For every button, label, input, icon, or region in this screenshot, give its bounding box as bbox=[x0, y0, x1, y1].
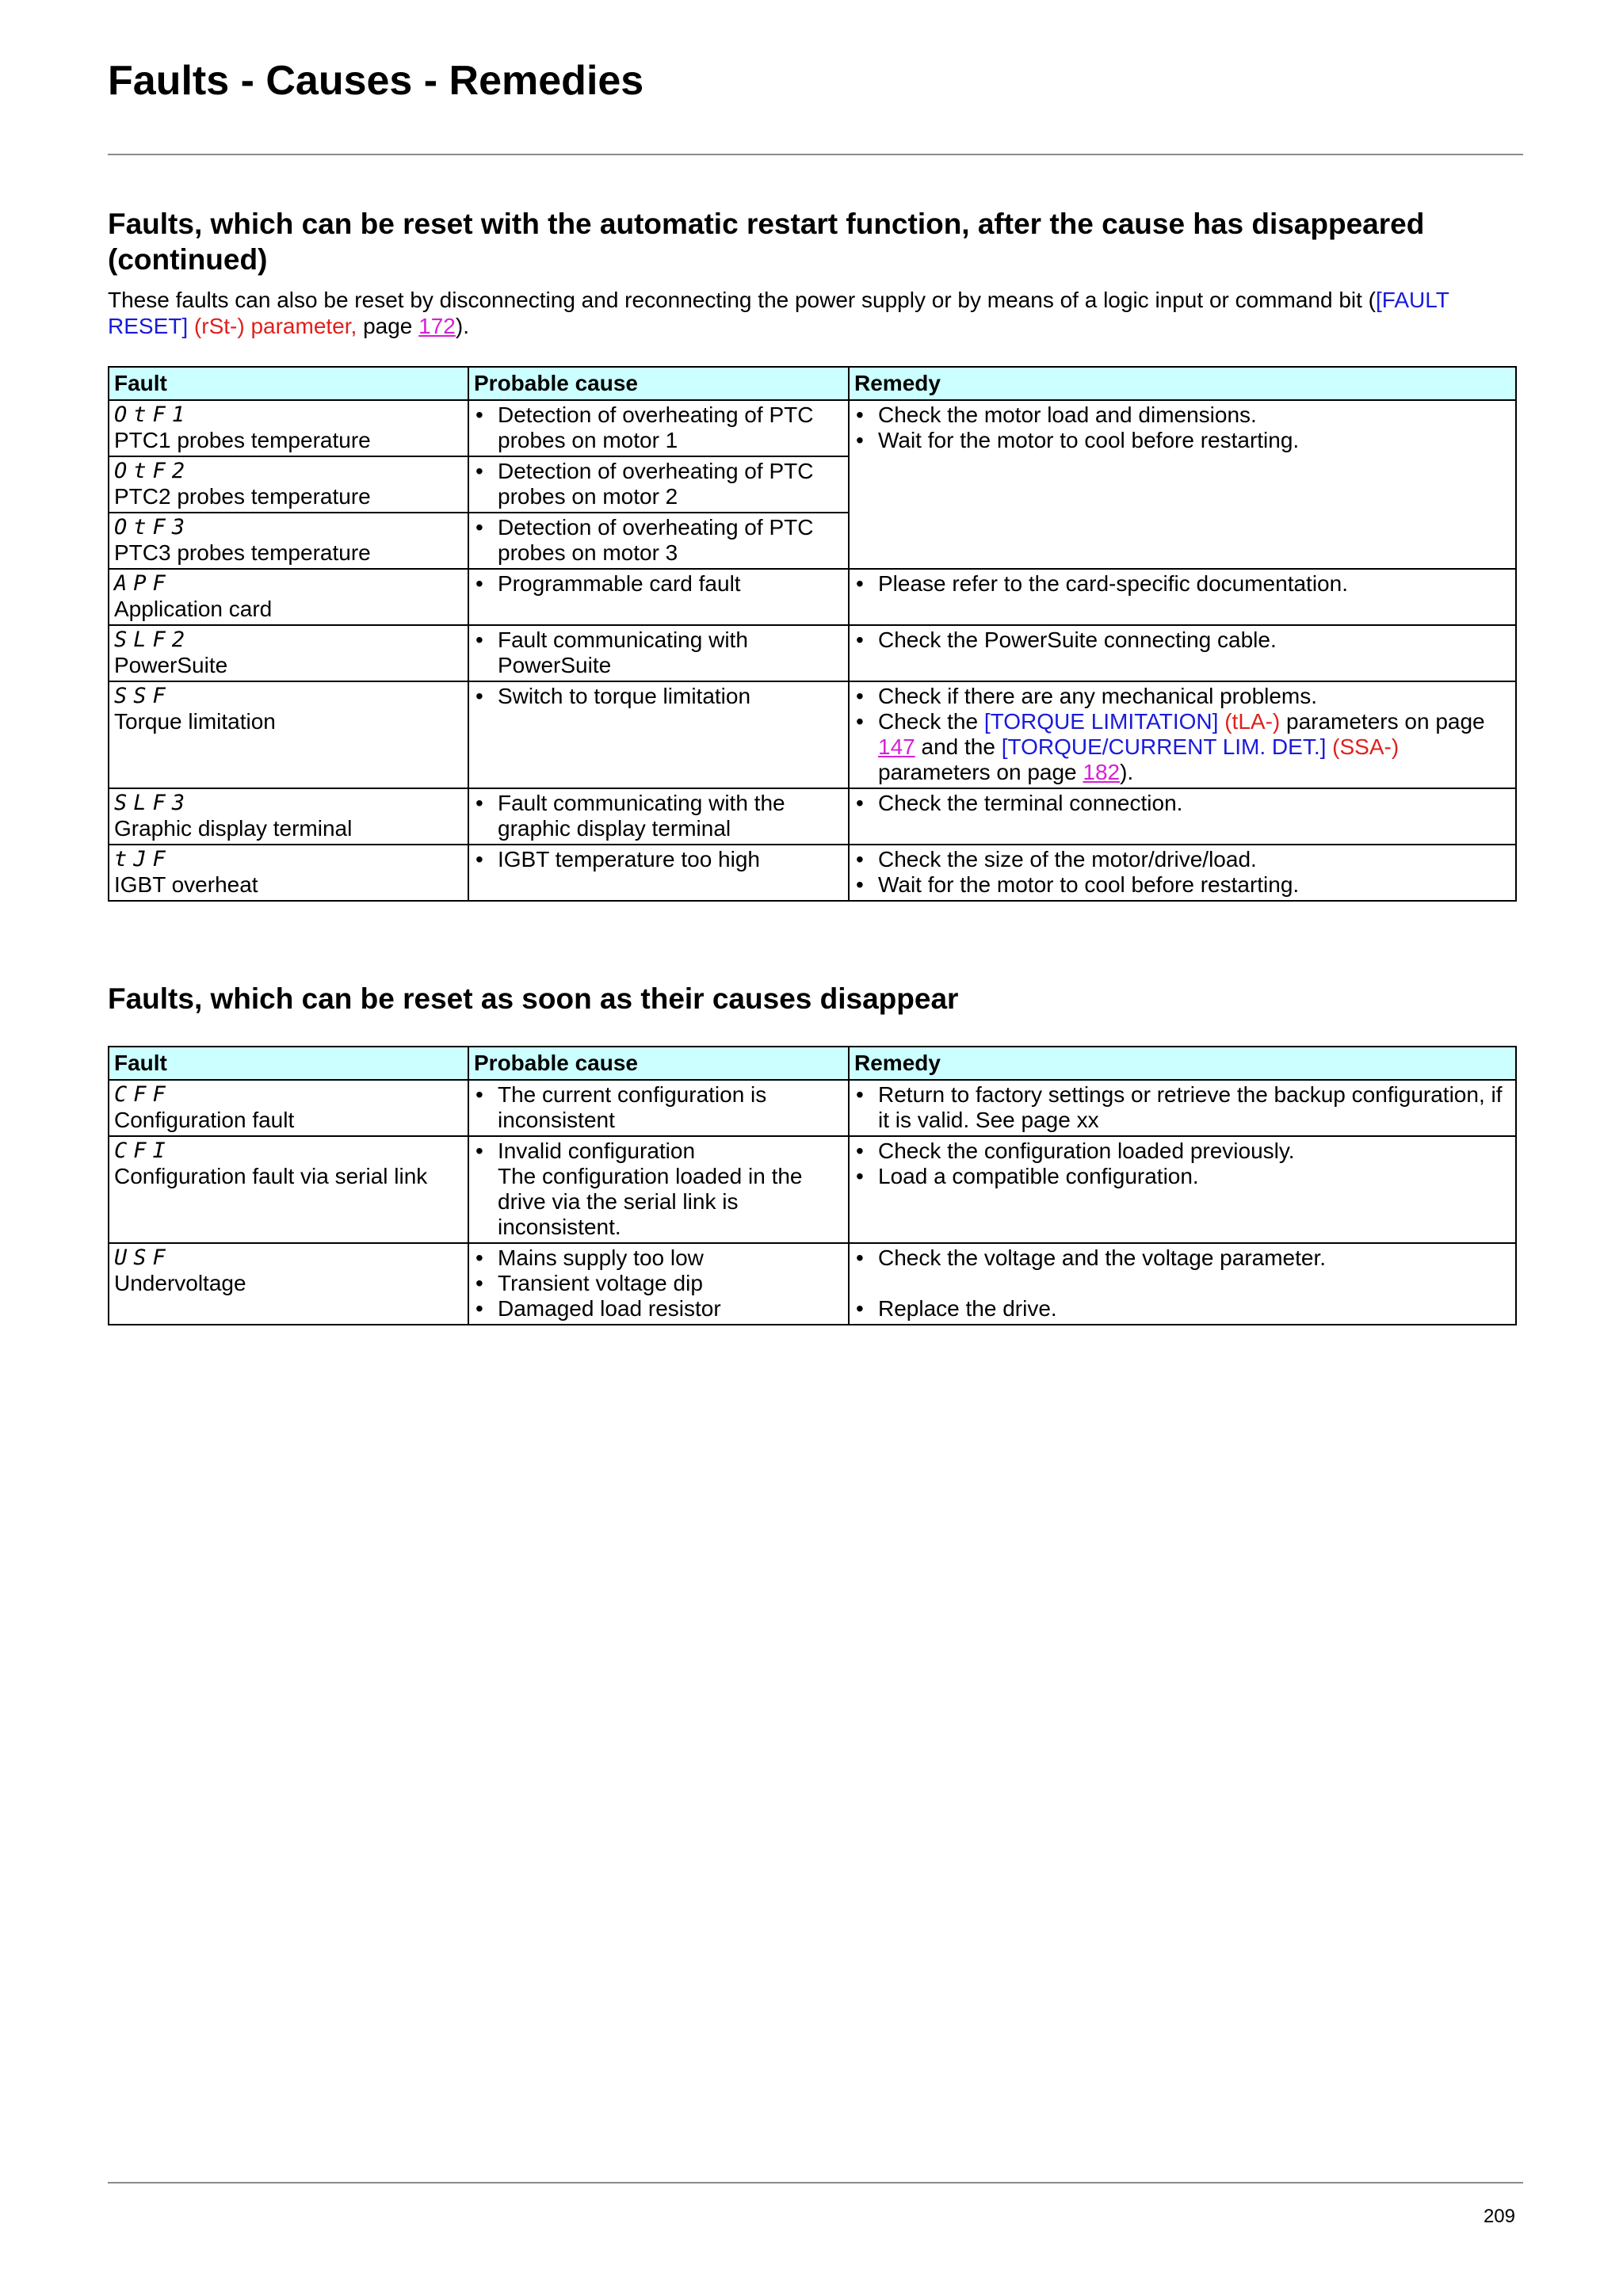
fault-code: SSF bbox=[114, 684, 172, 708]
fault-code: OtF2 bbox=[114, 459, 192, 483]
header-probable-cause: Probable cause bbox=[468, 1047, 849, 1080]
cause-item: • The current configuration is inconsistent bbox=[474, 1082, 843, 1133]
remedy-item: • Wait for the motor to cool before restarting. bbox=[854, 872, 1510, 898]
table-row bbox=[109, 1136, 1516, 1243]
fault-code: CFI bbox=[114, 1138, 172, 1163]
header-probable-cause: Probable cause bbox=[468, 367, 849, 400]
table-row bbox=[109, 845, 1516, 901]
fault-reset-menu-name: [FAULT RESET] bbox=[108, 288, 1449, 338]
cause-item: • Programmable card fault bbox=[474, 571, 843, 597]
cause-main: Invalid configuration bbox=[498, 1138, 696, 1163]
remedy-item: • Load a compatible configuration. bbox=[854, 1164, 1510, 1189]
fault-name: Application card bbox=[114, 597, 273, 621]
table-row bbox=[109, 569, 1516, 625]
fault-code: APF bbox=[114, 571, 172, 596]
page-link-147[interactable]: 147 bbox=[878, 734, 915, 759]
table-row bbox=[109, 625, 1516, 681]
ssa-param-code: (SSA-) bbox=[1326, 734, 1400, 759]
remedy-item: • Check the configuration loaded previously. bbox=[854, 1138, 1510, 1164]
fault-name: PowerSuite bbox=[114, 653, 228, 677]
fault-code: SLF2 bbox=[114, 627, 192, 652]
table-row bbox=[109, 1080, 1516, 1136]
table-row bbox=[109, 400, 1516, 456]
table-row bbox=[109, 1243, 1516, 1325]
cause-item: • Detection of overheating of PTC probes on motor 2 bbox=[474, 459, 843, 509]
fault-name: Configuration fault via serial link bbox=[114, 1164, 428, 1188]
fault-code: SLF3 bbox=[114, 791, 192, 815]
cause-item: • Mains supply too low bbox=[474, 1245, 843, 1271]
remedy-item: • Check the motor load and dimensions. bbox=[854, 402, 1510, 428]
cause-detail: The configuration loaded in the drive via the serial link is inconsistent. bbox=[498, 1164, 803, 1239]
remedy-text: Check the bbox=[878, 709, 984, 734]
torque-limitation-menu-name: [TORQUE LIMITATION] bbox=[983, 709, 1219, 734]
remedy-item: • Please refer to the card-specific documentation. bbox=[854, 571, 1510, 597]
remedy-item: • Check the size of the motor/drive/load. bbox=[854, 847, 1510, 872]
fault-name: PTC1 probes temperature bbox=[114, 428, 371, 452]
faults-table-reset-on-disappear bbox=[108, 1046, 1517, 1325]
remedy-text: parameters on page bbox=[1280, 709, 1485, 734]
top-divider bbox=[108, 154, 1523, 155]
remedy-text: and the bbox=[915, 734, 1002, 759]
fault-code: OtF1 bbox=[114, 402, 192, 427]
remedy-text: ). bbox=[1120, 760, 1134, 784]
header-fault: Fault bbox=[109, 1047, 468, 1080]
header-remedy: Remedy bbox=[849, 367, 1516, 400]
header-fault: Fault bbox=[109, 367, 468, 400]
fault-code: USF bbox=[114, 1245, 172, 1270]
remedy-item: • Check the terminal connection. bbox=[854, 791, 1510, 816]
cause-item: • Fault communicating with PowerSuite bbox=[474, 627, 843, 678]
section-heading-reset-on-disappear: Faults, which can be reset as soon as their causes disappear bbox=[108, 982, 959, 1015]
remedy-item: • Check the PowerSuite connecting cable. bbox=[854, 627, 1510, 653]
page-number: 209 bbox=[1483, 2206, 1515, 2227]
intro-paragraph bbox=[108, 287, 1523, 339]
bottom-divider bbox=[108, 2182, 1523, 2183]
remedy-item-torque-params bbox=[854, 709, 1510, 785]
header-remedy: Remedy bbox=[849, 1047, 1516, 1080]
cause-item bbox=[474, 1138, 843, 1240]
cause-item: • Damaged load resistor bbox=[474, 1296, 843, 1322]
table-header-row bbox=[109, 1047, 1516, 1080]
table-row bbox=[109, 681, 1516, 788]
remedy-item: • Check the voltage and the voltage parameter. bbox=[854, 1245, 1510, 1271]
cause-item: • Transient voltage dip bbox=[474, 1271, 843, 1296]
remedy-item: • Replace the drive. bbox=[854, 1296, 1510, 1322]
cause-item: • IGBT temperature too high bbox=[474, 847, 843, 872]
faults-table-auto-restart bbox=[108, 366, 1517, 902]
cause-item: • Fault communicating with the graphic display terminal bbox=[474, 791, 843, 841]
fault-reset-param-code: (rSt-) parameter, bbox=[188, 314, 364, 338]
fault-code: tJF bbox=[114, 847, 172, 871]
table-row bbox=[109, 788, 1516, 845]
cause-item: • Detection of overheating of PTC probes on motor 1 bbox=[474, 402, 843, 453]
tla-param-code: (tLA-) bbox=[1218, 709, 1281, 734]
intro-page-prefix: page bbox=[363, 314, 419, 338]
page-title: Faults - Causes - Remedies bbox=[108, 58, 644, 104]
intro-text: These faults can also be reset by disconnecting and reconnecting the power supply or by means of a logic input or command bit ( bbox=[108, 288, 1377, 312]
fault-code: OtF3 bbox=[114, 515, 192, 540]
remedy-item: • Check if there are any mechanical problems. bbox=[854, 684, 1510, 709]
remedy-item: • Wait for the motor to cool before restarting. bbox=[854, 428, 1510, 453]
page-link-172[interactable]: 172 bbox=[418, 314, 456, 338]
fault-name: PTC2 probes temperature bbox=[114, 484, 371, 509]
cause-item: • Detection of overheating of PTC probes on motor 3 bbox=[474, 515, 843, 566]
page-link-182[interactable]: 182 bbox=[1083, 760, 1121, 784]
fault-name: IGBT overheat bbox=[114, 872, 258, 897]
fault-name: Undervoltage bbox=[114, 1271, 246, 1295]
fault-name: Configuration fault bbox=[114, 1108, 295, 1132]
cause-item: • Switch to torque limitation bbox=[474, 684, 843, 709]
torque-current-lim-menu-name: [TORQUE/CURRENT LIM. DET.] bbox=[1001, 734, 1327, 759]
fault-name: Graphic display terminal bbox=[114, 816, 353, 841]
intro-close: ). bbox=[455, 314, 469, 338]
remedy-item: • Return to factory settings or retrieve the backup configuration, if it is valid. See page xx bbox=[854, 1082, 1510, 1133]
fault-code: CFF bbox=[114, 1082, 172, 1107]
section-heading-automatic-restart: Faults, which can be reset with the automatic restart function, after the cause has disappeared (continued) bbox=[108, 208, 1425, 276]
table-header-row bbox=[109, 367, 1516, 400]
fault-name: PTC3 probes temperature bbox=[114, 540, 371, 565]
remedy-text: parameters on page bbox=[878, 760, 1083, 784]
fault-name: Torque limitation bbox=[114, 709, 276, 734]
